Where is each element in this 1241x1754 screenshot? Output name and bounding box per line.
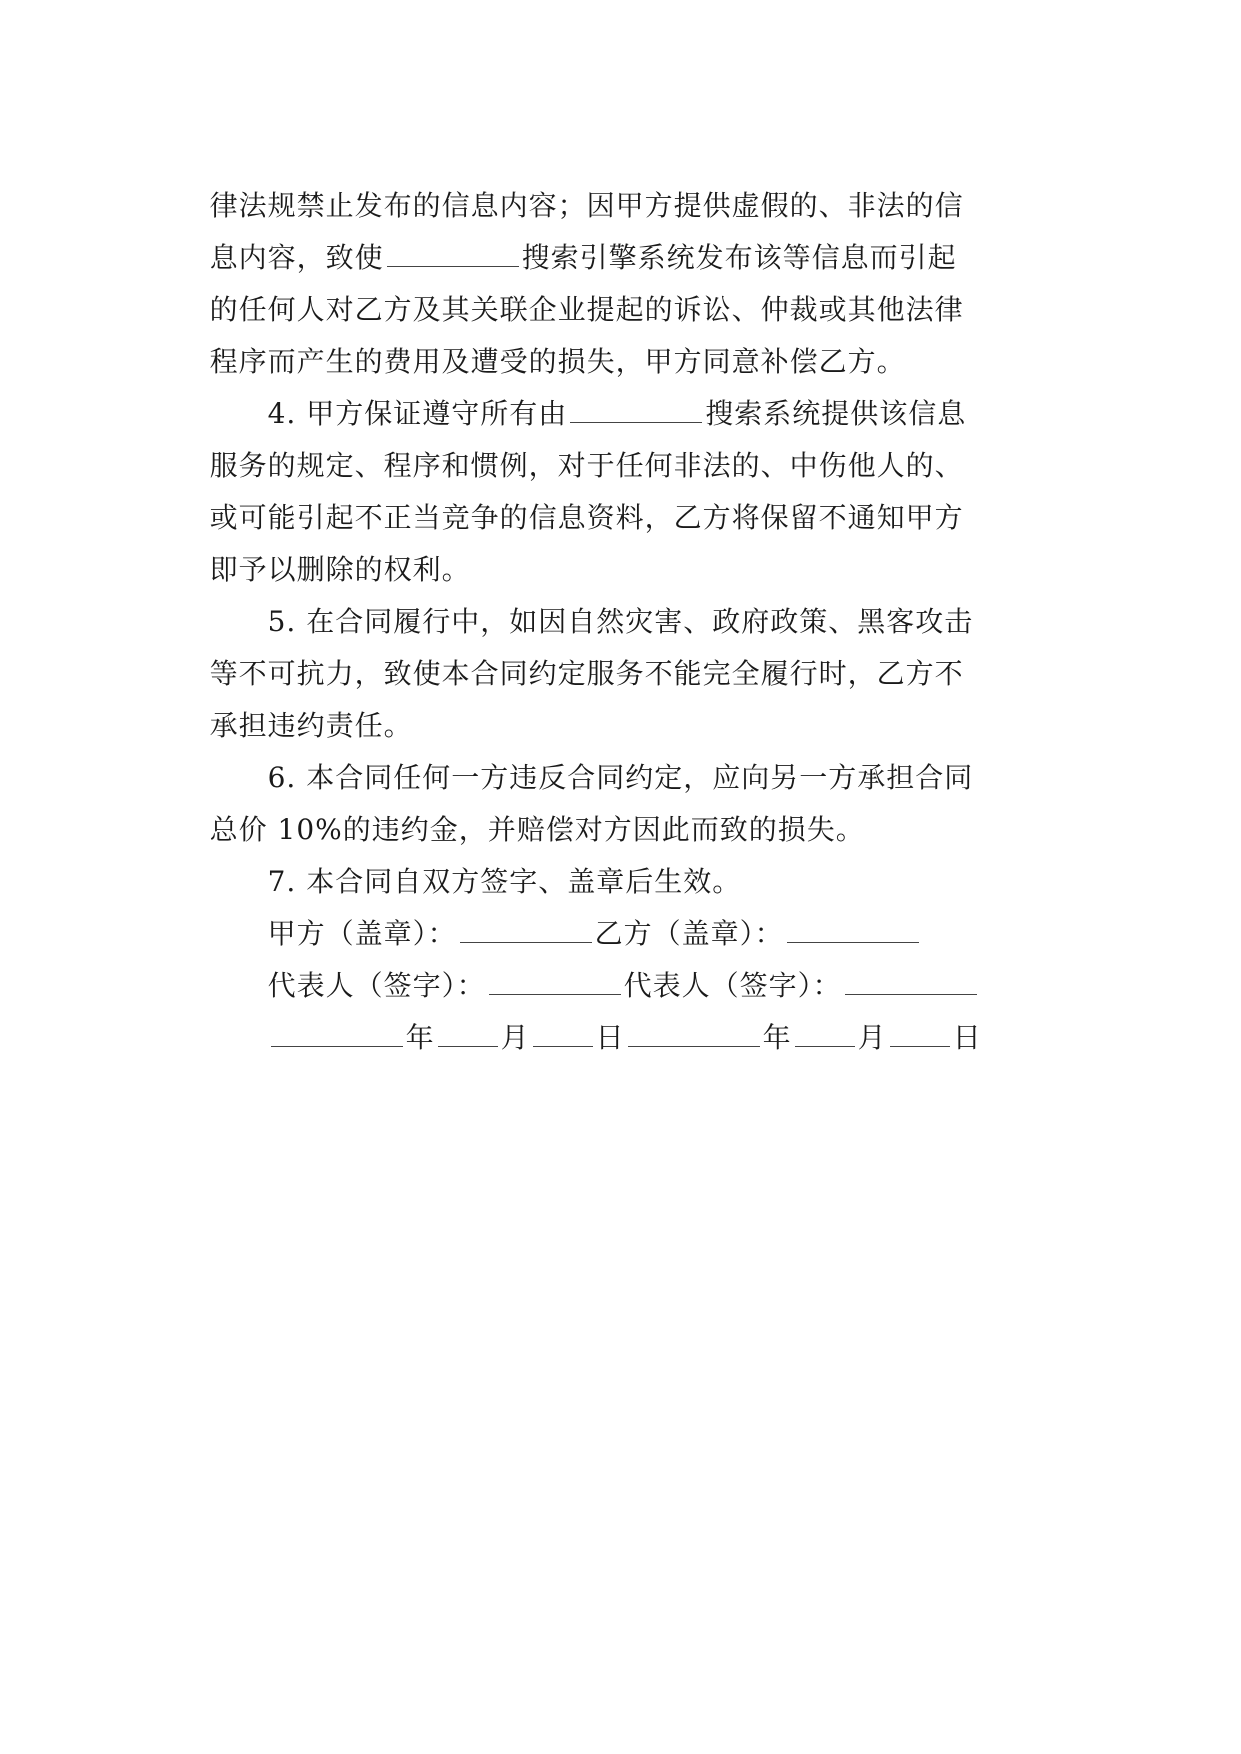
- text: 搜索引擎系统发布该等信息而引起: [521, 241, 957, 274]
- representative-line: [228, 926, 1028, 1002]
- text: 息内容，致使: [209, 241, 384, 274]
- text: 6. 本合同任何一方违反合同约定，应向另一方承担合同: [267, 761, 974, 794]
- year-label: 年: [405, 1021, 435, 1054]
- year-b-blank[interactable]: [628, 1020, 760, 1047]
- clause-6-line-1: [228, 718, 1028, 794]
- month-b-blank[interactable]: [795, 1020, 855, 1047]
- clause-3-line-1: [170, 146, 970, 222]
- text: 搜索系统提供该信息: [705, 397, 967, 430]
- year-label: 年: [762, 1021, 792, 1054]
- text: 等不可抗力，致使本合同约定服务不能完全履行时，乙方不: [209, 657, 964, 690]
- text: 服务的规定、程序和惯例，对于任何非法的、中伤他人的、: [209, 449, 964, 482]
- text: 4. 甲方保证遵守所有由: [267, 397, 568, 430]
- day-label: 日: [595, 1021, 625, 1054]
- month-label: 月: [857, 1021, 887, 1054]
- clause-6-line-2: [170, 770, 970, 846]
- year-a-blank[interactable]: [271, 1020, 403, 1047]
- text: 或可能引起不正当竞争的信息资料，乙方将保留不通知甲方: [209, 501, 964, 534]
- clause-4-line-1: [228, 354, 1028, 430]
- seal-line: [228, 874, 1028, 950]
- clause-4-line-3: [170, 458, 970, 534]
- month-label: 月: [500, 1021, 530, 1054]
- text: 即予以删除的权利。: [209, 553, 471, 586]
- text: 承担违约责任。: [209, 709, 413, 742]
- party-b-seal-label: 乙方（盖章）：: [594, 917, 784, 950]
- clause-5-line-2: [170, 614, 970, 690]
- clause-3-line-4: [170, 302, 970, 378]
- clause-5-line-1: [228, 562, 1028, 638]
- party-a-seal-label: 甲方（盖章）：: [267, 917, 457, 950]
- rep-b-label: 代表人（签字）：: [623, 969, 842, 1002]
- day-a-blank[interactable]: [533, 1020, 593, 1047]
- text: 的任何人对乙方及其关联企业提起的诉讼、仲裁或其他法律: [209, 293, 964, 326]
- rep-a-label: 代表人（签字）：: [267, 969, 486, 1002]
- text: 律法规禁止发布的信息内容；因甲方提供虚假的、非法的信: [209, 189, 964, 222]
- clause-7-line-1: [228, 822, 1028, 898]
- month-a-blank[interactable]: [438, 1020, 498, 1047]
- text: 程序而产生的费用及遭受的损失，甲方同意补偿乙方。: [209, 345, 906, 378]
- text: 总价 10%的违约金，并赔偿对方因此而致的损失。: [209, 813, 865, 846]
- clause-4-line-2: [170, 406, 970, 482]
- clause-3-line-2: [170, 198, 970, 274]
- clause-4-line-4: [170, 510, 970, 586]
- text: 5. 在合同履行中，如因自然灾害、政府政策、黑客攻击: [267, 605, 974, 638]
- text: 7. 本合同自双方签字、盖章后生效。: [267, 865, 742, 898]
- date-line: [228, 978, 1028, 1054]
- clause-5-line-3: [170, 666, 970, 742]
- clause-3-line-3: [170, 250, 970, 326]
- day-b-blank[interactable]: [890, 1020, 950, 1047]
- day-label: 日: [952, 1021, 982, 1054]
